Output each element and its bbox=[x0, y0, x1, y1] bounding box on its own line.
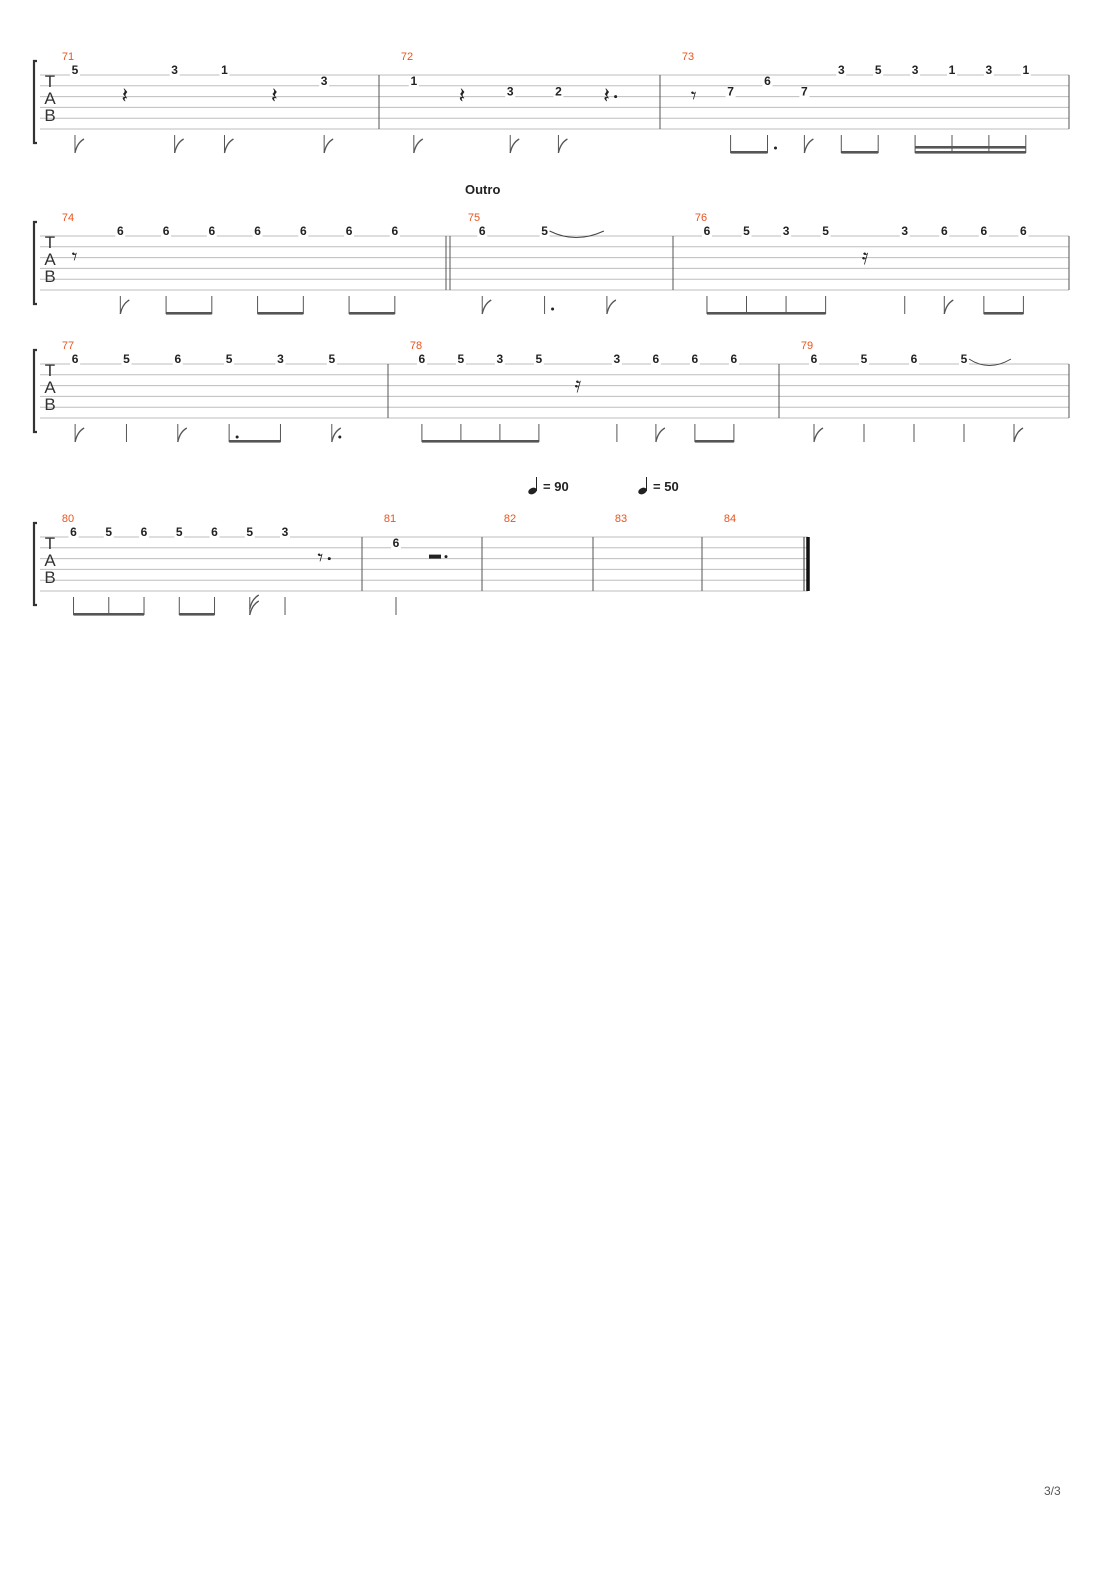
tab-system bbox=[34, 513, 808, 616]
tab-clef-letter: A bbox=[44, 89, 56, 108]
note-flag bbox=[175, 139, 184, 153]
system-bracket bbox=[34, 523, 37, 605]
fret-number: 6 bbox=[703, 224, 711, 238]
page-number: 3/3 bbox=[1044, 1484, 1061, 1498]
rest-quarter: 𝄽 bbox=[270, 84, 278, 110]
tab-system bbox=[34, 340, 1069, 443]
beam bbox=[229, 440, 280, 443]
tab-clef-letter: B bbox=[44, 267, 56, 286]
tab-clef-letter: B bbox=[44, 568, 56, 587]
measure-number: 71 bbox=[61, 51, 75, 63]
fret-number: 3 bbox=[837, 63, 845, 77]
fret-number: 3 bbox=[506, 84, 514, 99]
fret-number: 3 bbox=[277, 352, 284, 366]
note-flag bbox=[804, 139, 813, 153]
beam bbox=[695, 440, 734, 443]
fret-number: 3 bbox=[496, 352, 504, 366]
beam bbox=[349, 312, 395, 315]
rest-quarter: 𝄽 bbox=[603, 84, 610, 110]
beam bbox=[166, 312, 212, 315]
tab-clef-letter: T bbox=[44, 72, 56, 91]
fret-number: 5 bbox=[822, 224, 829, 238]
note-flag bbox=[1014, 428, 1023, 442]
fret-number: 2 bbox=[555, 84, 562, 99]
fret-number: 3 bbox=[171, 63, 178, 77]
fret-number: 6 bbox=[162, 224, 170, 238]
fret-number: 5 bbox=[328, 352, 336, 366]
system-bracket bbox=[34, 222, 37, 304]
fret-number: 6 bbox=[345, 224, 353, 238]
fret-number: 5 bbox=[175, 525, 183, 539]
tempo-value: 50 bbox=[664, 479, 679, 494]
fret-number: 5 bbox=[960, 352, 968, 366]
fret-number: 5 bbox=[860, 352, 868, 366]
note-flag bbox=[510, 139, 519, 153]
fret-number: 6 bbox=[299, 224, 307, 238]
tab-clef-letter: B bbox=[44, 395, 56, 414]
fret-number: 6 bbox=[730, 352, 738, 366]
fret-number: 1 bbox=[221, 63, 228, 77]
system-bracket bbox=[34, 350, 37, 432]
measure-number: 76 bbox=[694, 212, 708, 224]
note-flag bbox=[224, 139, 233, 153]
measure-number: 75 bbox=[467, 212, 481, 224]
note-flag bbox=[607, 300, 616, 314]
beam bbox=[731, 151, 768, 154]
dot bbox=[328, 557, 331, 560]
tie-arc bbox=[969, 359, 1011, 366]
fret-number: 6 bbox=[174, 352, 182, 366]
rest-quarter: 𝄽 bbox=[121, 84, 129, 110]
fret-number: 6 bbox=[254, 224, 261, 238]
rest-quarter: 𝄽 bbox=[458, 84, 466, 110]
fret-number: 6 bbox=[391, 224, 399, 238]
tab-clef-letter: A bbox=[44, 250, 56, 269]
rest-sixteenth: 𝄿 bbox=[861, 245, 869, 271]
fret-number: 5 bbox=[71, 63, 79, 77]
fret-number: 6 bbox=[910, 352, 918, 366]
fret-number: 6 bbox=[211, 525, 218, 539]
fret-number: 5 bbox=[874, 63, 882, 77]
measure-number: 84 bbox=[723, 513, 737, 525]
note-flag bbox=[178, 428, 187, 442]
measure-number: 72 bbox=[400, 51, 414, 63]
fret-number: 6 bbox=[810, 352, 818, 366]
fret-number: 7 bbox=[727, 84, 734, 99]
note-flag bbox=[944, 300, 953, 314]
dot bbox=[445, 555, 448, 558]
dot bbox=[551, 308, 554, 311]
fret-number: 6 bbox=[980, 224, 988, 238]
fret-number: 6 bbox=[418, 352, 426, 366]
dot bbox=[774, 147, 777, 150]
fret-number: 6 bbox=[392, 535, 400, 550]
tempo-value: 90 bbox=[554, 479, 569, 494]
fret-number: 6 bbox=[652, 352, 660, 366]
fret-number: 6 bbox=[208, 224, 216, 238]
fret-number: 5 bbox=[105, 525, 113, 539]
fret-number: 5 bbox=[457, 352, 465, 366]
tab-clef-letter: B bbox=[44, 106, 56, 125]
section-label-outro: Outro bbox=[465, 182, 501, 197]
tempo-mark-90: = 90 bbox=[528, 479, 569, 494]
dot bbox=[614, 95, 617, 98]
fret-number: 5 bbox=[541, 224, 548, 238]
beam bbox=[841, 151, 878, 154]
fret-number: 3 bbox=[985, 63, 993, 77]
note-flag bbox=[814, 428, 823, 442]
fret-number: 5 bbox=[225, 352, 233, 366]
measure-number: 80 bbox=[61, 513, 75, 525]
fret-number: 3 bbox=[911, 63, 919, 77]
tie-arc bbox=[550, 231, 604, 238]
fret-number: 5 bbox=[535, 352, 543, 366]
note-flag bbox=[558, 139, 567, 153]
fret-number: 5 bbox=[743, 224, 750, 238]
fret-number: 5 bbox=[123, 352, 130, 366]
fret-number: 3 bbox=[281, 525, 289, 539]
tab-clef-letter: T bbox=[44, 361, 56, 380]
note-flag bbox=[324, 139, 333, 153]
fret-number: 6 bbox=[71, 352, 79, 366]
note-flag bbox=[656, 428, 665, 442]
beam bbox=[258, 312, 304, 315]
quarter-note-icon bbox=[528, 480, 540, 494]
note-flag bbox=[332, 428, 341, 442]
note-flag bbox=[482, 300, 491, 314]
measure-number: 83 bbox=[614, 513, 628, 525]
beam bbox=[984, 312, 1024, 315]
half-rest bbox=[429, 555, 441, 559]
measure-number: 82 bbox=[503, 513, 517, 525]
fret-number: 3 bbox=[901, 224, 909, 238]
measure-number: 79 bbox=[800, 340, 814, 352]
fret-number: 3 bbox=[613, 352, 621, 366]
beam-secondary bbox=[915, 146, 1026, 149]
measure-number: 78 bbox=[409, 340, 423, 352]
fret-number: 6 bbox=[1020, 224, 1027, 238]
tab-clef-letter: A bbox=[44, 378, 56, 397]
beam bbox=[915, 151, 1026, 154]
rest-sixteenth: 𝄿 bbox=[574, 373, 582, 399]
note-flag bbox=[414, 139, 423, 153]
system-bracket bbox=[34, 61, 37, 143]
fret-number: 7 bbox=[801, 84, 808, 99]
rest-eighth: 𝄾 bbox=[71, 245, 78, 271]
fret-number: 6 bbox=[140, 525, 148, 539]
fret-number: 1 bbox=[410, 73, 418, 88]
fret-number: 6 bbox=[691, 352, 699, 366]
note-flag bbox=[75, 139, 84, 153]
fret-number: 6 bbox=[116, 224, 124, 238]
fret-number: 6 bbox=[70, 525, 77, 539]
beam bbox=[179, 613, 214, 616]
quarter-note-icon bbox=[638, 480, 650, 494]
fret-number: 1 bbox=[1022, 63, 1030, 77]
beam bbox=[422, 440, 539, 443]
measure-number: 81 bbox=[383, 513, 397, 525]
fret-number: 5 bbox=[246, 525, 254, 539]
fret-number: 3 bbox=[782, 224, 790, 238]
fret-number: 1 bbox=[948, 63, 956, 77]
beam bbox=[707, 312, 826, 315]
beam bbox=[74, 613, 144, 616]
note-flag bbox=[75, 428, 84, 442]
tab-clef-letter: T bbox=[44, 534, 56, 553]
fret-number: 6 bbox=[940, 224, 948, 238]
rest-eighth: 𝄾 bbox=[690, 84, 697, 110]
fret-number: 6 bbox=[764, 73, 771, 88]
tab-system bbox=[34, 212, 1069, 315]
rest-eighth: 𝄾 bbox=[317, 546, 324, 572]
dot bbox=[236, 436, 239, 439]
tempo-mark-50: = 50 bbox=[638, 479, 679, 494]
measure-number: 74 bbox=[61, 212, 75, 224]
tab-system bbox=[34, 51, 1069, 154]
tab-clef-letter: T bbox=[44, 233, 56, 252]
fret-number: 6 bbox=[478, 224, 486, 238]
tab-clef-letter: A bbox=[44, 551, 56, 570]
measure-number: 77 bbox=[61, 340, 75, 352]
note-flag bbox=[120, 300, 129, 314]
measure-number: 73 bbox=[681, 51, 695, 63]
fret-number: 3 bbox=[320, 73, 328, 88]
dot bbox=[338, 436, 341, 439]
